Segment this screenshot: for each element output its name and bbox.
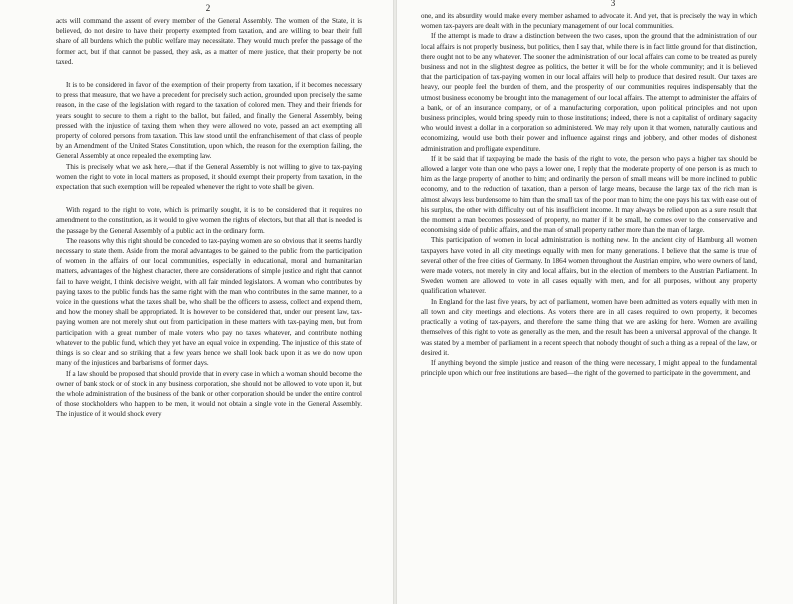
paragraph: If the attempt is made to draw a distinction between the two cases, upon the ground that the administration of our local affairs is not properly business, but politics, then I say that, while there is in fact little ground for that distinction, there ought not to be any whatever. The sooner the administration of our local affairs can come to be treated as purely business and not in the slightest degree as politics, the better it will be for the whole community; and it is believed that the participation of tax-paying women in our local affairs will help to produce that desired result. Our taxes are heavy, our people feel the burden of them, and the prosperity of our communities requires indispensably that the utmost business economy be brought into the management of our local affairs. The attempt to administer the affairs of a bank, or of an insurance company, or of a manufacturing corporation, upon political principles and not upon business principles, would bring speedy ruin to those institutions; indeed, there is not a capitalist of ordinary sagacity who would invest a dollar in a corporation so administered. We may rely upon it that women, naturally cautious and economizing, would use both their power and influence against rings and jobbery, and other modes of dishonest administration and profligate expenditure. (421, 32, 757, 153)
paragraph: With regard to the right to vote, which is primarily sought, it is to be considered that it requires no amendment to the constitution, as it would to give women the rights of electors, but that all that is needed is the passage by the General Assembly of a public act in the ordinary form. (56, 206, 362, 235)
right-page (397, 0, 793, 604)
paragraph: If anything beyond the simple justice and reason of the thing were necessary, I might appeal to the fundamental principle upon which our free institutions are based—the right of the governed to participate in the government, and (421, 358, 757, 378)
paragraph: If a law should be proposed that should provide that in every case in which a woman should become the owner of bank stock or of stock in any business corporation, she should not be allowed to vote upon it, but the whole administration of the business of the bank or other corporation should be under the entire control of those stockholders who happen to be men, it would not obtain a single vote in the General Assembly. The injustice of it would shock every (56, 369, 362, 419)
paragraph: The reasons why this right should be conceded to tax-paying women are so obvious that it seems hardly necessary to state them. Aside from the moral advantages to be gained to the public from the participation of women in the affairs of our local communities, especially in educational, moral and humanitarian matters, advantages of the highest character, there are considerations of simple justice and right that cannot fail to have weight, I think decisive weight, with all fair minded legislators. A woman who contributes by paying taxes to the public funds has the same right with the man who contributes in the same manner, to a voice in the questions what the taxes shall be, who shall be the officers to assess, collect and expend them, and how the money shall be appropriated. It is however to be considered that, under our present law, tax-paying women are not merely shut out from participation in these matters with tax-paying men, but from participation with a great number of male voters who pay no taxes whatever, and contribute nothing whatever to the public fund, which they yet have an equal voice in expending. The injustice of this state of things is so clear and so striking that a few years hence we shall look back upon it as we do now upon many of the injustices and barbarisms of former days. (56, 236, 362, 368)
paragraph: In England for the last five years, by act of parliament, women have been admitted as voters equally with men in all town and city meetings and elections. As voters there are in all cases required to own property, it becomes practically a voting of tax-payers, and therefore the same thing that we are asking for here. Women are availing themselves of this right to vote as generally as the men, and the result has been a universal approval of the change. It was stated by a member of parliament in a recent speech that nobody thought of such a thing as a repeal of the law, or desired it. (421, 297, 757, 357)
left-page (0, 0, 394, 604)
paragraph: If it be said that if taxpaying be made the basis of the right to vote, the person who pays a higher tax should be allowed a larger vote than one who pays a lower one, I reply that the moderate property of one person is as much to him as the large property of another to him; and ordinarily the person of small means will be more inclined to public economy, and to the reduction of taxation, than a person of large means, because the large tax of the rich man is almost always less burdensome to him than the small tax of the poor man to him; the one pays his tax with ease out of his surplus, the other with difficulty out of his insufficient income. It may always be relied upon as a sure result that the moment a man becomes possessed of property, no matter if it be small, he comes over to the conservative and economising side of public affairs, and the man of small property rather more than the man of large. (421, 154, 757, 235)
page-number: 2 (205, 3, 211, 13)
paragraph: one, and its absurdity would make every member ashamed to advocate it. And yet, that is precisely the way in which women tax-payers are dealt with in the pecuniary management of our local communities. (421, 12, 757, 31)
paragraph: This is precisely what we ask here,—that if the General Assembly is not willing to give to tax-paying women the right to vote in local matters as proposed, it should exempt their property from taxation, in the expectation that such exemption will be repealed whenever the right to vote shall be given. (56, 162, 362, 192)
paragraph: It is to be considered in favor of the exemption of their property from taxation, if it becomes necessary to press that measure, that we have a precedent for precisely such action, grounded upon precisely the same reason, in the case of the legislation with regard to the taxation of colored men. They and their friends for years sought to secure to them a right to the ballot, but failed, and finally the General Assembly, being pressed with the injustice of taxing them when they were allowed no vote, passed an act exempting all property of colored persons from taxation. This law stood until the enfranchisement of that class of people by an Amendment of the United States Constitution, upon which, the reason for the exemption failing, the General Assembly at once repealed the exempting law. (56, 81, 362, 161)
page-number: 3 (610, 0, 616, 8)
paragraph: acts will command the assent of every member of the General Assembly. The women of the State, it is believed, do not desire to have their property exempted from taxation, and are willing to bear their full share of all burdens which the public welfare may necessitate. They would much prefer the passage of the former act, but if that cannot be passed, they ask, as a matter of mere justice, that their property be not taxed. (56, 17, 362, 66)
paragraph: This participation of women in local administration is nothing new. In the ancient city of Hamburg all women taxpayers have voted in all city meetings equally with men for many generations. I believe that the same is true of several other of the free cities of Germany. In 1864 women throughout the Austrian empire, who were owners of land, were made voters, not merely in city and local affairs, but in the election of members to the Austrian Parliament. In Sweden women are allowed to vote in all cases equally with men, and for all purposes, without any property qualification whatever. (421, 236, 757, 296)
text-column (56, 16, 362, 420)
text-column (421, 11, 757, 378)
